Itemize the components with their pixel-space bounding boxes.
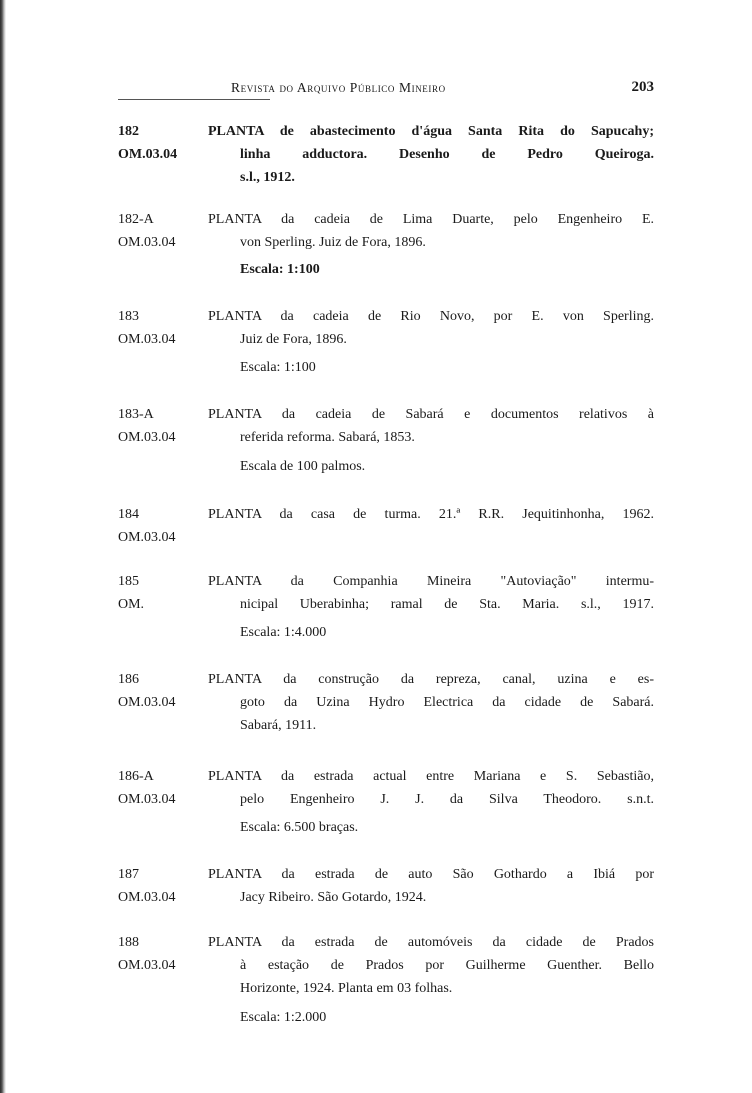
description-line: à estação de Prados por Guilherme Guenther. Bello bbox=[240, 958, 654, 973]
entry-description bbox=[208, 931, 654, 1000]
entry-location: OM.03.04 bbox=[118, 530, 176, 545]
description-line: PLANTA da cadeia de Rio Novo, por E. von Sperling. bbox=[208, 309, 654, 324]
entry-description bbox=[208, 305, 654, 351]
header-rule bbox=[118, 99, 270, 100]
entry-scale: Escala: 1:100 bbox=[240, 360, 316, 375]
description-line: PLANTA da estrada de auto São Gothardo a Ibiá por bbox=[208, 867, 654, 882]
entry-code bbox=[118, 863, 176, 909]
entry-location: OM.03.04 bbox=[118, 695, 176, 710]
description-line: PLANTA da cadeia de Sabará e documentos relativos à bbox=[208, 407, 654, 422]
journal-title: Revista do Arquivo Público Mineiro bbox=[231, 80, 446, 95]
description-line: nicipal Uberabinha; ramal de Sta. Maria. s.l., 1917. bbox=[240, 597, 654, 612]
entry-description bbox=[208, 863, 654, 909]
entry-code bbox=[118, 403, 176, 449]
description-line: von Sperling. Juiz de Fora, 1896. bbox=[240, 235, 426, 250]
running-header bbox=[118, 80, 654, 98]
entry-scale: Escala de 100 palmos. bbox=[240, 459, 366, 474]
description-line: linha adductora. Desenho de Pedro Queiroga. bbox=[240, 147, 654, 162]
entry-description bbox=[208, 403, 654, 449]
entry-description bbox=[208, 765, 654, 811]
entry-number: 187 bbox=[118, 867, 139, 882]
entry-code bbox=[118, 570, 144, 616]
entry-scale: Escala: 1:2.000 bbox=[240, 1010, 327, 1025]
entry-number: 182 bbox=[118, 124, 139, 139]
entry-location: OM.03.04 bbox=[118, 430, 176, 445]
entry-number: 186 bbox=[118, 672, 139, 687]
entry-location: OM.03.04 bbox=[118, 890, 176, 905]
entry-location: OM.03.04 bbox=[118, 147, 178, 162]
entry-scale: Escala: 1:4.000 bbox=[240, 625, 327, 640]
entry-number: 184 bbox=[118, 507, 139, 522]
description-line: referida reforma. Sabará, 1853. bbox=[240, 430, 415, 445]
entry-location: OM.03.04 bbox=[118, 958, 176, 973]
entry-description bbox=[208, 570, 654, 616]
entry-number: 183 bbox=[118, 309, 139, 324]
entry-description bbox=[208, 668, 654, 737]
description-line: pelo Engenheiro J. J. da Silva Theodoro. s.n.t. bbox=[240, 792, 654, 807]
description-line: PLANTA da casa de turma. 21.ª R.R. Jequitinhonha, 1962. bbox=[208, 507, 654, 522]
entry-number: 186-A bbox=[118, 769, 154, 784]
entry-location: OM.03.04 bbox=[118, 332, 176, 347]
entry-scale: Escala: 6.500 braças. bbox=[240, 820, 359, 835]
entry-scale: Escala: 1:100 bbox=[240, 262, 320, 277]
description-line: Horizonte, 1924. Planta em 03 folhas. bbox=[240, 981, 453, 996]
entry-code bbox=[118, 931, 176, 977]
entry-location: OM. bbox=[118, 597, 145, 612]
description-line: Juiz de Fora, 1896. bbox=[240, 332, 347, 347]
entry-code bbox=[118, 668, 176, 714]
description-line: PLANTA da estrada actual entre Mariana e S. Sebastião, bbox=[208, 769, 654, 784]
entry-description bbox=[208, 208, 654, 254]
description-line: PLANTA da cadeia de Lima Duarte, pelo Engenheiro E. bbox=[208, 212, 654, 227]
page-binding-edge bbox=[0, 0, 6, 1093]
description-line: PLANTA da Companhia Mineira "Autoviação" intermu- bbox=[208, 574, 654, 589]
description-line: PLANTA da construção da repreza, canal, uzina e es- bbox=[208, 672, 654, 687]
entry-number: 182-A bbox=[118, 212, 154, 227]
entry-code bbox=[118, 503, 176, 549]
description-line: Sabará, 1911. bbox=[240, 718, 317, 733]
entry-description bbox=[208, 120, 654, 189]
description-line: goto da Uzina Hydro Electrica da cidade de Sabará. bbox=[240, 695, 654, 710]
entry-code bbox=[118, 765, 176, 811]
description-line: s.l., 1912. bbox=[240, 170, 295, 185]
entry-description bbox=[208, 503, 654, 526]
entry-location: OM.03.04 bbox=[118, 235, 176, 250]
entry-location: OM.03.04 bbox=[118, 792, 176, 807]
description-line: Jacy Ribeiro. São Gotardo, 1924. bbox=[240, 890, 427, 905]
entry-code bbox=[118, 305, 176, 351]
entry-number: 183-A bbox=[118, 407, 154, 422]
entry-number: 188 bbox=[118, 935, 139, 950]
entry-code bbox=[118, 120, 177, 166]
entry-code bbox=[118, 208, 176, 254]
page-number: 203 bbox=[631, 79, 654, 95]
entry-number: 185 bbox=[118, 574, 139, 589]
description-line: PLANTA da estrada de automóveis da cidade de Prados bbox=[208, 935, 654, 950]
description-line: PLANTA de abastecimento d'água Santa Rita do Sapucahy; bbox=[208, 124, 654, 139]
